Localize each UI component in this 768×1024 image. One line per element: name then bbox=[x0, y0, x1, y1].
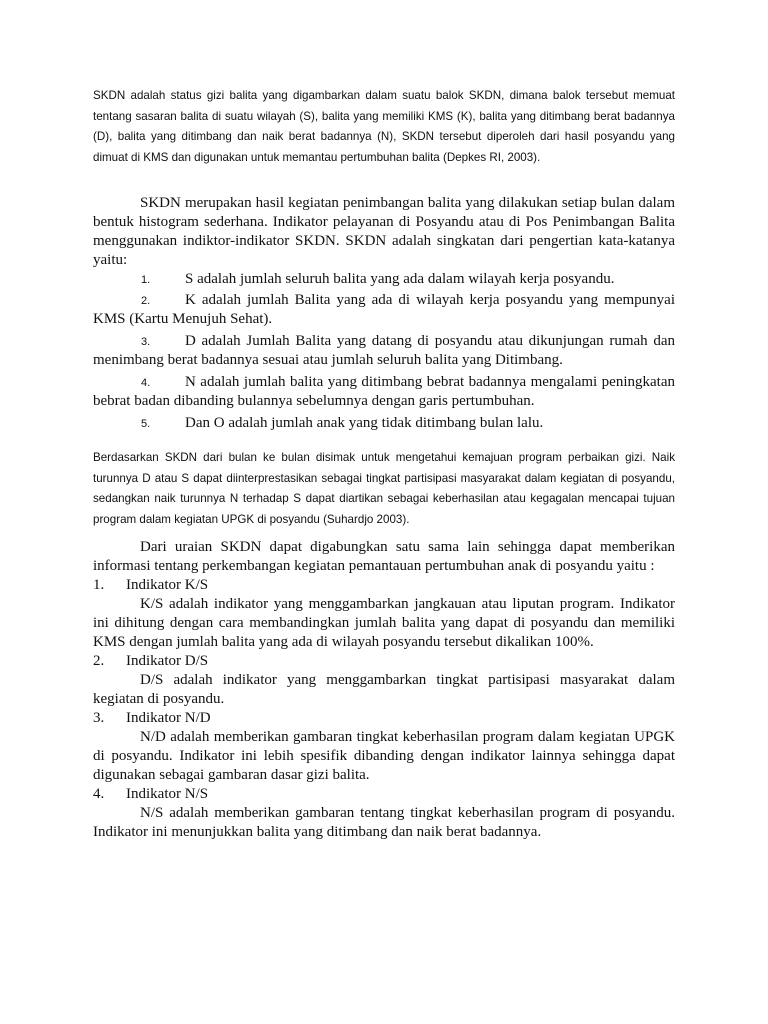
indicator-description: N/S adalah memberikan gambaran tentang tingkat keberhasilan program di posyandu. Indikator ini menunjukkan balita yang ditimbang dan naik berat badannya. bbox=[93, 805, 675, 840]
indicator-heading bbox=[93, 709, 675, 728]
list-item-number: 2. bbox=[141, 295, 151, 307]
list-item bbox=[93, 270, 675, 289]
list-item-number: 1. bbox=[141, 274, 151, 286]
paragraph-skdn-definition: SKDN adalah status gizi balita yang digambarkan dalam suatu balok SKDN, dimana balok tersebut memuat tentang sasaran balita di suatu wilayah (S), balita yang memiliki KMS (K), balita yang ditimbang berat badannya (D), balita yang ditimbang dan naik berat badannya (N), SKDN tersebut diperoleh dari hasil posyandu yang dimuat di KMS dan digunakan untuk memantau pertumbuhan balita (Depkes RI, 2003). bbox=[93, 89, 675, 164]
indicator-description: N/D adalah memberikan gambaran tingkat keberhasilan program dalam kegiatan UPGK di posyandu. Indikator ini lebih spesifik dibanding dengan indikator lainnya sehingga dapat digunakan sebagai gambaran dasar gizi balita. bbox=[93, 729, 675, 783]
list-item-number: 4. bbox=[141, 377, 151, 389]
list-item-number: 5. bbox=[141, 418, 151, 430]
indicator-title: Indikator D/S bbox=[126, 653, 209, 669]
indicator-heading bbox=[93, 785, 675, 804]
list-item bbox=[93, 332, 675, 370]
list-item-text: K adalah jumlah Balita yang ada di wilayah kerja posyandu yang mempunyai KMS (Kartu Menujuh Sehat). bbox=[93, 292, 675, 327]
indicator-heading bbox=[93, 576, 675, 595]
indicator-title: Indikator N/S bbox=[126, 786, 209, 802]
paragraph-indicators-intro: Dari uraian SKDN dapat digabungkan satu sama lain sehingga dapat memberikan informasi tentang perkembangan kegiatan pemantauan pertumbuhan anak di posyandu yaitu : bbox=[93, 539, 675, 574]
paragraph-skdn-analysis: Berdasarkan SKDN dari bulan ke bulan disimak untuk mengetahui kemajuan program perbaikan gizi. Naik turunnya D atau S dapat diinterprestasikan sebagai tingkat partisipasi masyarakat dalam kegiatan di posyandu, sedangkan naik turunnya N terhadap S dapat diartikan sebagai keberhasilan atau kegagalan mencapai tujuan program dalam kegiatan UPGK di posyandu (Suhardjo 2003). bbox=[93, 451, 675, 526]
indicator-number: 1. bbox=[93, 577, 105, 593]
indicator-description: K/S adalah indikator yang menggambarkan jangkauan atau liputan program. Indikator ini dihitung dengan cara membandingkan jumlah balita yang dapat di posyandu dan memiliki KMS dengan jumlah balita yang ada di wilayah posyandu tersebut dikalikan 100%. bbox=[93, 596, 675, 650]
indicator-heading bbox=[93, 652, 675, 671]
list-item bbox=[93, 414, 675, 433]
indicator-description: D/S adalah indikator yang menggambarkan tingkat partisipasi masyarakat dalam kegiatan di posyandu. bbox=[93, 672, 675, 707]
skdn-letter-list bbox=[93, 270, 675, 433]
indicator-number: 2. bbox=[93, 653, 105, 669]
section-skdn-indicators bbox=[93, 538, 675, 842]
indicator-number: 4. bbox=[93, 786, 105, 802]
paragraph-skdn-overview: SKDN merupakan hasil kegiatan penimbangan balita yang dilakukan setiap bulan dalam bentuk histogram sederhana. Indikator pelayanan di Posyandu atau di Pos Penimbangan Balita menggunakan indiktor-indikator SKDN. SKDN adalah singkatan dari pengertian kata-katanya yaitu: bbox=[93, 195, 675, 268]
indicator-number: 3. bbox=[93, 710, 105, 726]
list-item-text: N adalah jumlah balita yang ditimbang bebrat badannya mengalami peningkatan bebrat badan dibanding bulannya sebelumnya dengan garis pertumbuhan. bbox=[93, 374, 675, 409]
list-item-text: D adalah Jumlah Balita yang datang di posyandu atau dikunjungan rumah dan menimbang berat badannya sesuai atau jumlah seluruh balita yang Ditimbang. bbox=[93, 333, 675, 368]
indicator-title: Indikator N/D bbox=[126, 710, 211, 726]
list-item bbox=[93, 291, 675, 329]
section-skdn-explanation bbox=[93, 194, 675, 433]
list-item-number: 3. bbox=[141, 336, 151, 348]
list-item-text: Dan O adalah jumlah anak yang tidak ditimbang bulan lalu. bbox=[185, 415, 544, 431]
indicator-title: Indikator K/S bbox=[126, 577, 209, 593]
list-item bbox=[93, 373, 675, 411]
list-item-text: S adalah jumlah seluruh balita yang ada dalam wilayah kerja posyandu. bbox=[185, 271, 615, 287]
